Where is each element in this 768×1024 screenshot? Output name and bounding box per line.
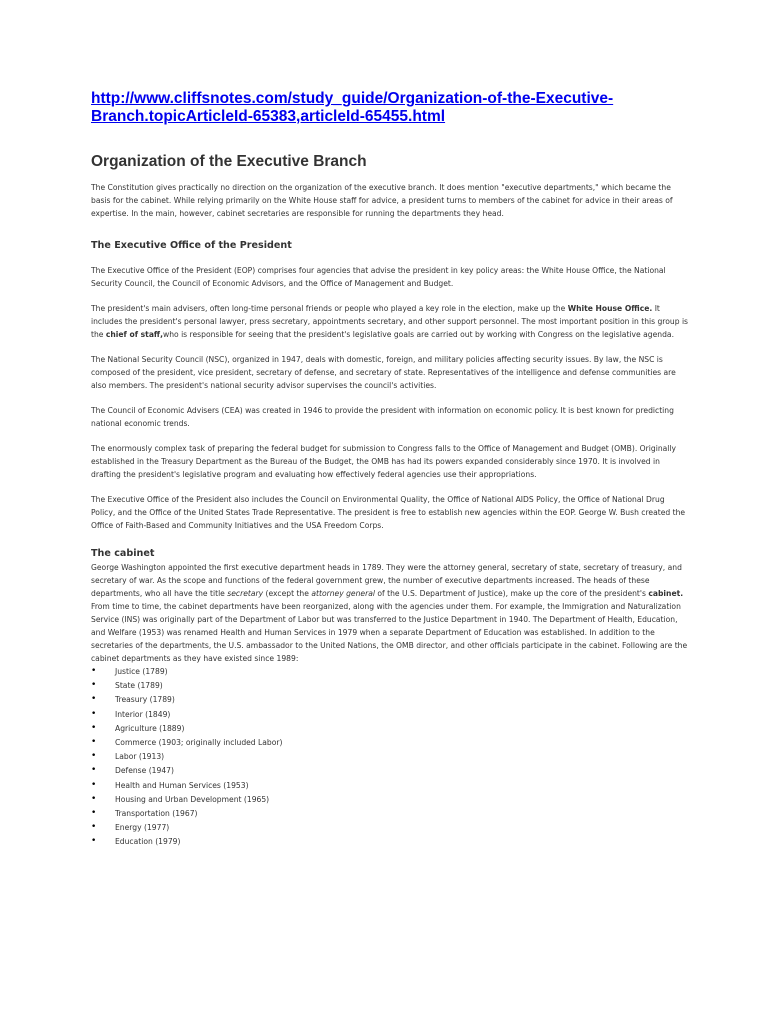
document-page: [91, 90, 691, 850]
chief-of-staff-term: chief of staff,: [105, 330, 163, 339]
source-url-line-1[interactable]: http://www.cliffsnotes.com/study_guide/Organization-of-the-Executive-: [91, 90, 614, 107]
page-title: Organization of the Executive Branch: [91, 153, 367, 170]
intro-paragraph: The Constitution gives practically no direction on the organization of the executive branch. It does mention "executive departments," which became the basis for the cabinet. While relying primarily on the White House staff for advice, a president turns to members of the cabinet for advice in their areas of expertise. In the main, however, cabinet secretaries are responsible for running the departments they head.: [91, 183, 673, 218]
cabinet-p1-text-2: (except the: [263, 589, 312, 598]
source-url-line-2[interactable]: Branch.topicArticleId-65383,articleId-65455.html: [91, 108, 446, 125]
eop-section-heading: The Executive Office of the President: [91, 240, 292, 251]
list-item: [91, 793, 691, 807]
eop-p2-text-2: It includes the president's personal lawyer, press secretary, appointments secretary, and other support personnel. The most important position in this group is the: [91, 304, 689, 339]
bullet-icon: •: [91, 751, 97, 762]
bullet-icon: •: [91, 737, 97, 748]
list-item: [91, 750, 691, 764]
bullet-icon: •: [91, 666, 97, 676]
bullet-icon: •: [91, 822, 97, 833]
white-house-office-term: White House Office.: [567, 304, 653, 313]
department-label: Energy (1977): [115, 823, 170, 833]
list-item: [91, 835, 691, 849]
department-label: Commerce (1903; originally included Labor): [115, 738, 283, 748]
list-item: [91, 693, 691, 707]
cabinet-p1-text-3: of the U.S. Department of Justice), make up the core of the president's: [374, 589, 649, 598]
cabinet-section-heading: The cabinet: [91, 548, 155, 559]
list-item: [91, 821, 691, 835]
department-label: Transportation (1967): [115, 809, 198, 819]
cabinet-term: cabinet.: [648, 589, 684, 598]
list-item: [91, 779, 691, 793]
department-label: Health and Human Services (1953): [115, 780, 249, 790]
list-item: [91, 764, 691, 778]
secretary-term: secretary: [227, 589, 264, 598]
eop-paragraph-4: The Council of Economic Advisers (CEA) was created in 1946 to provide the president with information on economic policy. It is best known for predicting national economic trends.: [91, 406, 674, 428]
list-item: [91, 679, 691, 693]
bullet-icon: •: [91, 694, 97, 705]
department-label: Treasury (1789): [115, 695, 175, 705]
department-label: State (1789): [115, 681, 163, 691]
eop-paragraph-2: [91, 302, 691, 341]
cabinet-paragraph-1: [91, 561, 691, 665]
cabinet-p1-text-1: George Washington appointed the first executive department heads in 1789. They were the attorney general, secretary of state, secretary of treasury, and secretary of war. As the scope and functions of the federal government grew, the number of executive departments increased. The heads of these departments, who all have the title: [91, 563, 682, 598]
bullet-icon: •: [91, 722, 97, 733]
eop-paragraph-5: The enormously complex task of preparing the federal budget for submission to Congress falls to the Office of Management and Budget (OMB). Originally established in the Treasury Department as the Bureau of the Budget, the OMB has had its powers expanded considerably since 1970. It is involved in drafting the president's legislative program and evaluating how effectively federal agencies use their appropriations.: [91, 444, 676, 479]
bullet-icon: •: [91, 765, 97, 776]
list-item: [91, 665, 691, 679]
eop-p2-text-3: who is responsible for seeing that the president's legislative goals are carried out by working with Congress on the legislative agenda.: [162, 330, 674, 339]
eop-paragraph-1: The Executive Office of the President (EOP) comprises four agencies that advise the president in key policy areas: the White House Office, the National Security Council, the Council of Economic Advisors, and the Office of Management and Budget.: [91, 266, 666, 288]
list-item: [91, 708, 691, 722]
cabinet-departments-list: [91, 665, 691, 850]
list-item: [91, 807, 691, 821]
bullet-icon: •: [91, 808, 97, 819]
department-label: Housing and Urban Development (1965): [115, 794, 270, 804]
department-label: Agriculture (1889): [115, 723, 185, 733]
department-label: Labor (1913): [115, 752, 165, 762]
department-label: Education (1979): [115, 837, 181, 847]
attorney-general-term: attorney general: [311, 589, 375, 598]
bullet-icon: •: [91, 708, 97, 719]
department-label: Defense (1947): [115, 766, 174, 776]
bullet-icon: •: [91, 793, 97, 804]
eop-p2-text-1: The president's main advisers, often long-time personal friends or people who played a key role in the election, make up the: [91, 304, 568, 313]
bullet-icon: •: [91, 680, 97, 691]
bullet-icon: •: [91, 779, 97, 790]
cabinet-p1-text-4: From time to time, the cabinet departments have been reorganized, along with the agencies under them. For example, the Immigration and Naturalization Service (INS) was originally part of the Department of Labor but was transferred to the Justice Department in 1940. The Department of Health, Education, and Welfare (1953) was renamed Health and Human Services in 1979 when a separate Department of Education was established. In addition to the secretaries of the departments, the U.S. ambassador to the United Nations, the OMB director, and other officials participate in the cabinet. Following are the cabinet departments as they have existed since 1989:: [91, 602, 688, 663]
eop-paragraph-3: The National Security Council (NSC), organized in 1947, deals with domestic, foreign, and military policies affecting security issues. By law, the NSC is composed of the president, vice president, secretary of defense, and secretary of state. Representatives of the intelligence and defense communities are also members. The president's national security advisor supervises the council's activities.: [91, 355, 676, 390]
list-item: [91, 736, 691, 750]
bullet-icon: •: [91, 836, 97, 847]
source-url-link[interactable]: [91, 90, 691, 126]
department-label: Interior (1849): [115, 709, 171, 719]
eop-paragraph-6: The Executive Office of the President also includes the Council on Environmental Quality, the Office of National AIDS Policy, the Office of National Drug Policy, and the Office of the United States Trade Representative. The president is free to establish new agencies within the EOP. George W. Bush created the Office of Faith-Based and Community Initiatives and the USA Freedom Corps.: [91, 495, 686, 530]
list-item: [91, 722, 691, 736]
department-label: Justice (1789): [115, 667, 168, 676]
